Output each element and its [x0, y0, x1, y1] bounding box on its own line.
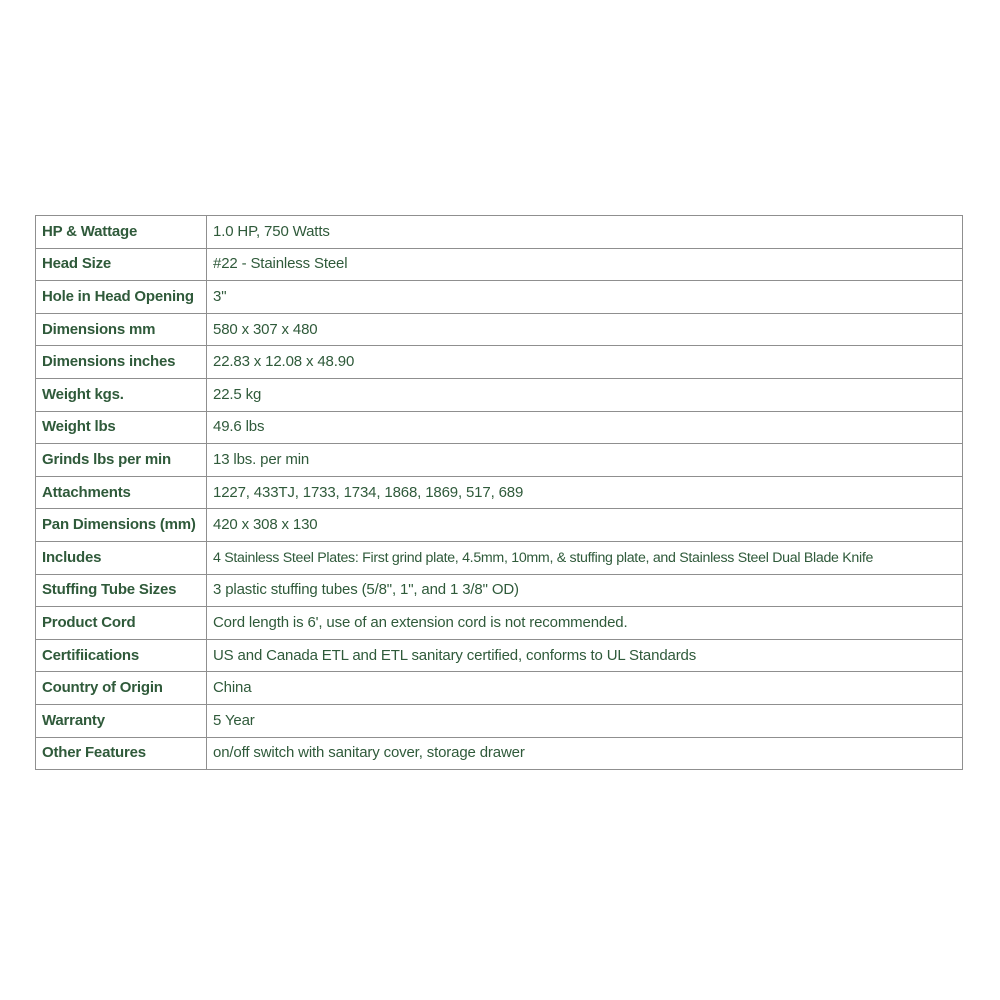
spec-row [36, 444, 963, 477]
spec-value: 3" [207, 281, 963, 314]
spec-row [36, 378, 963, 411]
spec-row [36, 411, 963, 444]
spec-value: 1.0 HP, 750 Watts [207, 216, 963, 249]
spec-row [36, 346, 963, 379]
spec-value: 49.6 lbs [207, 411, 963, 444]
spec-value: China [207, 672, 963, 705]
spec-label: Includes [36, 541, 207, 574]
spec-row [36, 216, 963, 249]
spec-row [36, 704, 963, 737]
spec-label: Warranty [36, 704, 207, 737]
spec-value: 580 x 307 x 480 [207, 313, 963, 346]
spec-label: Grinds lbs per min [36, 444, 207, 477]
spec-value: 420 x 308 x 130 [207, 509, 963, 542]
spec-row [36, 476, 963, 509]
spec-label: Attachments [36, 476, 207, 509]
spec-value: 22.5 kg [207, 378, 963, 411]
spec-label: Certifiications [36, 639, 207, 672]
spec-label: HP & Wattage [36, 216, 207, 249]
spec-value: 13 lbs. per min [207, 444, 963, 477]
spec-value: 4 Stainless Steel Plates: First grind plate, 4.5mm, 10mm, & stuffing plate, and Stainless Steel Dual Blade Knife [207, 541, 963, 574]
spec-row [36, 313, 963, 346]
spec-row [36, 737, 963, 770]
spec-label: Pan Dimensions (mm) [36, 509, 207, 542]
spec-label: Other Features [36, 737, 207, 770]
spec-value: #22 - Stainless Steel [207, 248, 963, 281]
spec-label: Stuffing Tube Sizes [36, 574, 207, 607]
spec-row [36, 672, 963, 705]
specifications-table-body [36, 216, 963, 770]
spec-label: Country of Origin [36, 672, 207, 705]
spec-row [36, 541, 963, 574]
spec-row [36, 639, 963, 672]
spec-value: Cord length is 6', use of an extension cord is not recommended. [207, 607, 963, 640]
spec-row [36, 509, 963, 542]
spec-label: Hole in Head Opening [36, 281, 207, 314]
spec-value: US and Canada ETL and ETL sanitary certified, conforms to UL Standards [207, 639, 963, 672]
spec-value: 5 Year [207, 704, 963, 737]
spec-row [36, 574, 963, 607]
spec-row [36, 248, 963, 281]
spec-label: Dimensions mm [36, 313, 207, 346]
specifications-table [35, 215, 963, 770]
spec-value: 22.83 x 12.08 x 48.90 [207, 346, 963, 379]
spec-value: 1227, 433TJ, 1733, 1734, 1868, 1869, 517, 689 [207, 476, 963, 509]
spec-label: Dimensions inches [36, 346, 207, 379]
spec-label: Product Cord [36, 607, 207, 640]
spec-row [36, 607, 963, 640]
spec-row [36, 281, 963, 314]
spec-value: on/off switch with sanitary cover, storage drawer [207, 737, 963, 770]
spec-label: Head Size [36, 248, 207, 281]
spec-label: Weight kgs. [36, 378, 207, 411]
spec-label: Weight lbs [36, 411, 207, 444]
spec-value: 3 plastic stuffing tubes (5/8", 1", and 1 3/8" OD) [207, 574, 963, 607]
